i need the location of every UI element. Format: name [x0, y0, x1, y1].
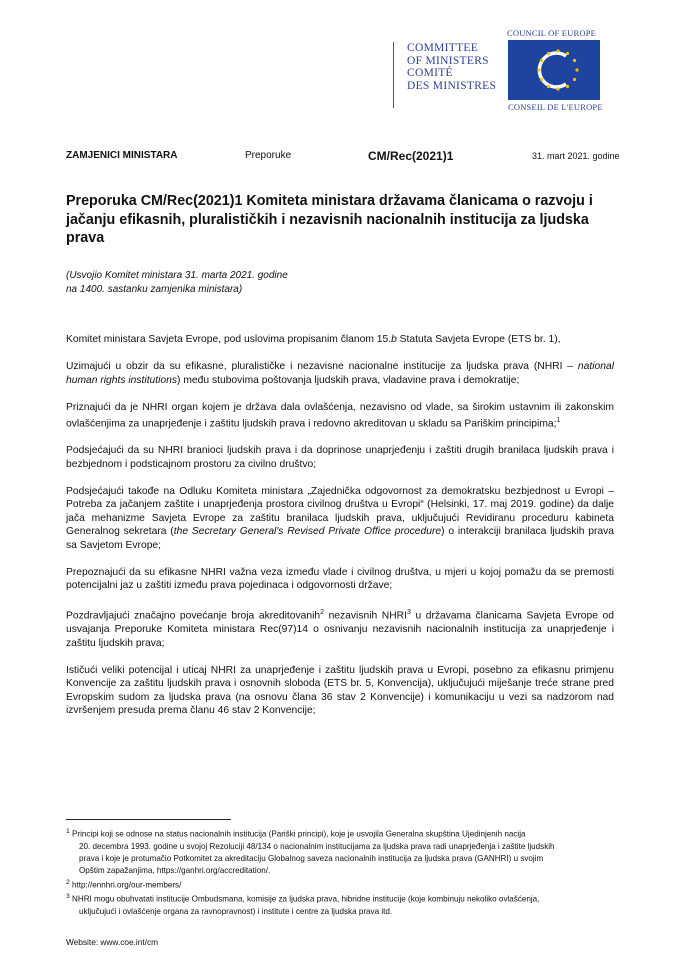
paragraph-5: Podsjećajući takođe na Odluku Komiteta ministara „Zajednička odgovornost za demokratsku bezbjednost u Evropi – Potreba za jačanjem zaštite i unaprjeđenja prostora civilnog društva u Evropi“ (Helsinki, 17. maj 2019. godine) da dalje jača mehanizme Savjeta Evrope za zaštitu branilaca ljudskih prava, uključujući Revidiranu proceduru kabineta Generalnog sekretara (the Secretary General's Revised Private Office procedure) o interakciji branilaca ljudskih prava sa Savjetom Evrope;: [66, 485, 615, 551]
website-link[interactable]: Website: www.coe.int/cm: [66, 937, 159, 947]
logo-line-2: OF MINISTERS: [407, 54, 489, 67]
coe-logo-title: COUNCIL OF EUROPE: [507, 28, 597, 38]
logo-line-3: COMITÉ: [407, 67, 453, 79]
flag-star: [573, 78, 576, 81]
footnote-ref-2[interactable]: 2: [320, 609, 325, 617]
paragraph-1: Komitet ministara Savjeta Evrope, pod uslovima propisanim članom 15.b Statuta Savjeta Evrope (ETS br. 1),: [66, 334, 561, 345]
adoption-note: [66, 269, 288, 297]
footnote-1-line-4[interactable]: Opštim zapažanjima, https://ganhri.org/accreditation/.: [79, 865, 271, 875]
footnote-1: $^1$ Principi koji se odnose na status nacionalnih institucija (Pariški principi), koje je usvojila Generalna skupština Ujedinjenih nacija: [66, 828, 526, 839]
paragraph-3: Priznajući da je NHRI organ kojem je država dala ovlašćenja, nezavisno od vlade, sa širokim ustavnim ili zakonskim ovlašćenjima za unaprjeđenje i zaštitu ljudskih prava i redovno akreditovan u skladu sa Pariškim principima;$^1$: [66, 401, 614, 430]
flag-star: [537, 68, 540, 71]
document-type: Preporuke: [245, 150, 292, 161]
footnote-3: $^3$ NHRI mogu obuhvatati institucije Ombudsmana, komisije za ljudska prava, hibridne institucije (koje kombinuju nekoliko ovlašćenja,: [66, 893, 540, 905]
document-reference: CM/Rec(2021)1: [368, 149, 454, 163]
flag-star: [566, 52, 569, 55]
footnotes: [66, 826, 626, 918]
flag-star: [547, 85, 550, 88]
paragraph-2: Uzimajući u obzir da su efikasne, pluralističke i nezavisne nacionalne institucije za ljudska prava (NHRI – national human rights institutions) među stubovima poštovanja ljudskih prava, vladavine prava i demokratije;: [66, 361, 614, 386]
adoption-line-1: (Usvojio Komitet ministara 31. marta 2021. godine: [66, 270, 288, 281]
flag-star: [575, 68, 578, 71]
footnote-2-link[interactable]: http://ennhri.org/our-members/: [72, 880, 182, 890]
document-date: 31. mart 2021. godine: [532, 151, 620, 161]
page-title: Preporuka CM/Rec(2021)1 Komiteta ministara državama članicama o razvoju i jačanju efikasnih, pluralističkih i nezavisnih nacionalnih institucija za ljudska prava: [66, 193, 593, 246]
logo-line-4: DES MINISTRES: [407, 79, 497, 92]
footnote-2: $^2$ http://ennhri.org/our-members/: [66, 878, 182, 890]
adoption-line-2: na 1400. sastanku zamjenika ministara): [66, 284, 243, 295]
footnote-ref-1[interactable]: 1: [556, 417, 561, 424]
footnote-1-line-3: prava i koje je protumačio Potkomitet za akreditaciju Globalnog saveza nacionalnih institucija za ljudska prava (GANHRI) u svojim: [79, 853, 544, 863]
footnote-divider: [66, 819, 231, 820]
flag-star: [566, 85, 569, 88]
coe-flag-logo: [508, 40, 600, 100]
deputies-label: ZAMJENICI MINISTARA: [66, 150, 178, 161]
paragraph-6: Prepoznajući da su efikasne NHRI važna veza između vlade i civilnog društva, u mjeri u kojoj pomažu da se premosti potencijalni jaz u zaštiti između prava pojedinaca i odgovornosti države;: [66, 566, 614, 592]
preamble: [66, 333, 614, 731]
flag-star: [547, 52, 550, 55]
footnote-3-line-2: uključujući i ovlašćenje organa za ravnopravnost) i institute i centre za ljudska prava itd.: [79, 907, 393, 917]
flag-star: [540, 59, 543, 62]
header-divider: [393, 42, 394, 108]
footnote-1-line-2: 20. decembra 1993. godine u svojoj Rezoluciji 48/134 o nacionalnim institucijama za ljudska prava radi unaprjeđenja i zaštite ljudskih: [79, 841, 555, 851]
logo-line-1: COMMITTEE: [407, 42, 479, 54]
paragraph-8: Ističući veliki potencijal i uticaj NHRI za unaprjeđenje i zaštitu ljudskih prava u Evropi, posebno za efikasnu primjenu Konvencije za zaštitu ljudskih prava i osnovnih sloboda (ETS br. 5, Konvencija), uključujući miješanje treće strane pred Evropskim sudom za ljudska prava (na osnovu člana 36 stav 2 Konvencije) i komunikaciju u vezi sa nadzorom nad izvršenjem presuda prema članu 46 stav 2 Konvencije;: [66, 664, 614, 717]
flag-star: [556, 87, 559, 90]
paragraph-4: Podsjećajući da su NHRI branioci ljudskih prava i da doprinose unaprjeđenju i zaštiti drugih branilaca ljudskih prava i bezbjednom i podsticajnom prostoru za civilno društvo;: [66, 445, 614, 470]
paragraph-7: Pozdravljajući značajno povećanje broja akreditovanih$^2$ nezavisnih NHRI$^3$ u državama članicama Savjeta Evrope od usvajanja Preporuke Komiteta ministara Rec(97)14 o osnivanju nezavisnih nacionalnih institucija za unaprjeđenje i zaštitu ljudskih prava;: [66, 609, 615, 649]
flag-star: [573, 59, 576, 62]
flag-star: [556, 49, 559, 52]
footnote-ref-3[interactable]: 3: [406, 609, 411, 617]
stars-icon: [508, 40, 600, 100]
coe-logo-subtitle: CONSEIL DE L'EUROPE: [508, 102, 603, 112]
flag-star: [540, 78, 543, 81]
committee-of-ministers-logo: [407, 42, 496, 92]
